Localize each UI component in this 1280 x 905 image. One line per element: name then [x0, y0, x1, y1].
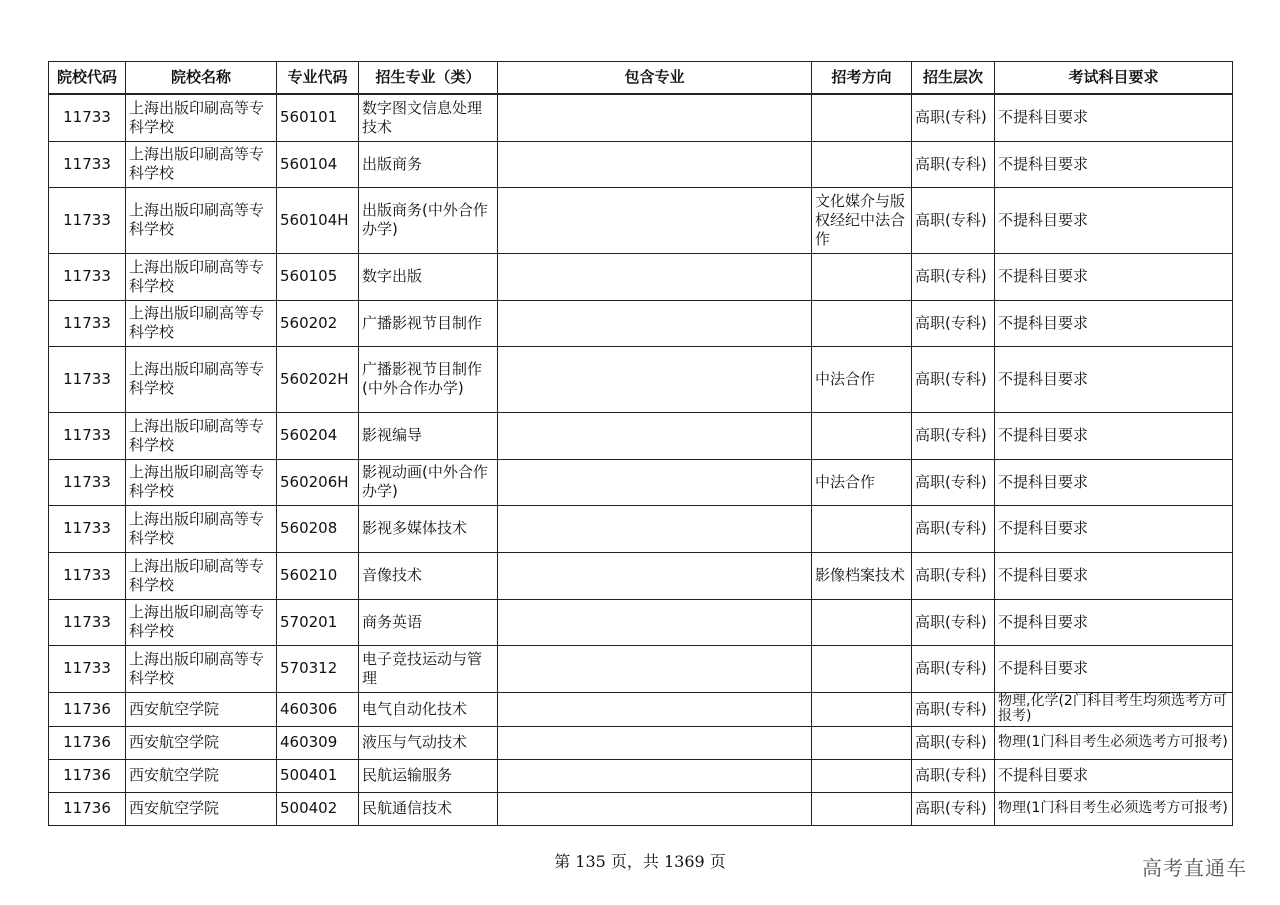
school-name-cell: 上海出版印刷高等专科学校 [126, 187, 277, 253]
direction-cell [812, 412, 912, 459]
school-code-cell: 11733 [49, 505, 126, 552]
school-name-cell: 西安航空学院 [126, 759, 277, 792]
requirement-cell: 不提科目要求 [995, 94, 1233, 141]
school-code-cell: 11733 [49, 412, 126, 459]
table-row [49, 759, 1233, 792]
direction-cell [812, 94, 912, 141]
includes-cell [498, 253, 812, 300]
direction-cell [812, 645, 912, 692]
table-row [49, 599, 1233, 645]
includes-cell [498, 300, 812, 346]
level-cell: 高职(专科) [912, 300, 995, 346]
major-cell: 出版商务(中外合作办学) [359, 187, 498, 253]
direction-cell [812, 141, 912, 187]
requirement-cell: 不提科目要求 [995, 759, 1233, 792]
header-includes: 包含专业 [498, 62, 812, 95]
direction-cell [812, 300, 912, 346]
school-code-cell: 11733 [49, 645, 126, 692]
major-code-cell: 560202H [277, 346, 359, 412]
major-code-cell: 560208 [277, 505, 359, 552]
level-cell: 高职(专科) [912, 692, 995, 726]
major-cell: 影视编导 [359, 412, 498, 459]
major-code-cell: 560206H [277, 459, 359, 505]
major-cell: 民航通信技术 [359, 792, 498, 825]
major-cell: 影视多媒体技术 [359, 505, 498, 552]
level-cell: 高职(专科) [912, 759, 995, 792]
includes-cell [498, 187, 812, 253]
school-code-cell: 11736 [49, 726, 126, 759]
level-cell: 高职(专科) [912, 505, 995, 552]
school-name-cell: 西安航空学院 [126, 726, 277, 759]
page-number: 第 135 页，共 1369 页 [554, 852, 726, 871]
includes-cell [498, 94, 812, 141]
school-code-cell: 11733 [49, 94, 126, 141]
table-row [49, 412, 1233, 459]
school-code-cell: 11733 [49, 141, 126, 187]
school-name-cell: 上海出版印刷高等专科学校 [126, 253, 277, 300]
school-name-cell: 上海出版印刷高等专科学校 [126, 94, 277, 141]
table-row [49, 645, 1233, 692]
includes-cell [498, 141, 812, 187]
table-row [49, 94, 1233, 141]
level-cell: 高职(专科) [912, 187, 995, 253]
direction-cell [812, 759, 912, 792]
school-code-cell: 11733 [49, 253, 126, 300]
direction-cell: 影像档案技术 [812, 552, 912, 599]
requirement-cell: 不提科目要求 [995, 346, 1233, 412]
includes-cell [498, 346, 812, 412]
school-name-cell: 上海出版印刷高等专科学校 [126, 505, 277, 552]
direction-cell: 中法合作 [812, 459, 912, 505]
level-cell: 高职(专科) [912, 459, 995, 505]
major-cell: 影视动画(中外合作办学) [359, 459, 498, 505]
header-requirement: 考试科目要求 [995, 62, 1233, 95]
school-code-cell: 11733 [49, 459, 126, 505]
school-code-cell: 11736 [49, 692, 126, 726]
table-row [49, 692, 1233, 726]
direction-cell: 文化媒介与版权经纪中法合作 [812, 187, 912, 253]
school-name-cell: 上海出版印刷高等专科学校 [126, 552, 277, 599]
includes-cell [498, 505, 812, 552]
school-name-cell: 上海出版印刷高等专科学校 [126, 599, 277, 645]
major-code-cell: 500402 [277, 792, 359, 825]
level-cell: 高职(专科) [912, 253, 995, 300]
requirement-cell: 物理(1门科目考生必须选考方可报考) [995, 726, 1233, 759]
table-row [49, 792, 1233, 825]
major-cell: 民航运输服务 [359, 759, 498, 792]
direction-cell: 中法合作 [812, 346, 912, 412]
table-row [49, 552, 1233, 599]
requirement-cell: 不提科目要求 [995, 599, 1233, 645]
school-name-cell: 西安航空学院 [126, 692, 277, 726]
major-code-cell: 570201 [277, 599, 359, 645]
major-code-cell: 560101 [277, 94, 359, 141]
direction-cell [812, 792, 912, 825]
major-code-cell: 560105 [277, 253, 359, 300]
major-cell: 音像技术 [359, 552, 498, 599]
requirement-cell: 不提科目要求 [995, 141, 1233, 187]
school-code-cell: 11733 [49, 300, 126, 346]
header-school-name: 院校名称 [126, 62, 277, 95]
school-code-cell: 11736 [49, 792, 126, 825]
direction-cell [812, 253, 912, 300]
header-level: 招生层次 [912, 62, 995, 95]
table-row [49, 141, 1233, 187]
includes-cell [498, 552, 812, 599]
table-row [49, 253, 1233, 300]
major-code-cell: 500401 [277, 759, 359, 792]
table-header-row [49, 62, 1233, 95]
header-major-code: 专业代码 [277, 62, 359, 95]
major-code-cell: 560104 [277, 141, 359, 187]
major-code-cell: 560210 [277, 552, 359, 599]
major-code-cell: 560204 [277, 412, 359, 459]
school-name-cell: 上海出版印刷高等专科学校 [126, 412, 277, 459]
table-row [49, 346, 1233, 412]
major-cell: 电气自动化技术 [359, 692, 498, 726]
admissions-table [48, 61, 1233, 826]
level-cell: 高职(专科) [912, 726, 995, 759]
level-cell: 高职(专科) [912, 599, 995, 645]
requirement-cell: 不提科目要求 [995, 187, 1233, 253]
header-direction: 招考方向 [812, 62, 912, 95]
table-row [49, 459, 1233, 505]
table-row [49, 505, 1233, 552]
requirement-cell: 不提科目要求 [995, 505, 1233, 552]
school-name-cell: 上海出版印刷高等专科学校 [126, 645, 277, 692]
major-code-cell: 570312 [277, 645, 359, 692]
level-cell: 高职(专科) [912, 792, 995, 825]
direction-cell [812, 726, 912, 759]
level-cell: 高职(专科) [912, 94, 995, 141]
major-cell: 广播影视节目制作 [359, 300, 498, 346]
requirement-cell: 不提科目要求 [995, 300, 1233, 346]
school-code-cell: 11733 [49, 552, 126, 599]
direction-cell [812, 692, 912, 726]
major-cell: 数字图文信息处理技术 [359, 94, 498, 141]
requirement-cell: 不提科目要求 [995, 253, 1233, 300]
requirement-cell: 不提科目要求 [995, 412, 1233, 459]
table-row [49, 726, 1233, 759]
level-cell: 高职(专科) [912, 412, 995, 459]
requirement-cell: 不提科目要求 [995, 645, 1233, 692]
major-cell: 液压与气动技术 [359, 726, 498, 759]
includes-cell [498, 726, 812, 759]
major-cell: 电子竞技运动与管理 [359, 645, 498, 692]
table-row [49, 300, 1233, 346]
major-cell: 商务英语 [359, 599, 498, 645]
school-name-cell: 上海出版印刷高等专科学校 [126, 459, 277, 505]
requirement-cell: 不提科目要求 [995, 459, 1233, 505]
major-cell: 广播影视节目制作(中外合作办学) [359, 346, 498, 412]
watermark-logo: 高考直通车 [1142, 856, 1247, 880]
requirement-cell: 物理(1门科目考生必须选考方可报考) [995, 792, 1233, 825]
major-code-cell: 560202 [277, 300, 359, 346]
includes-cell [498, 412, 812, 459]
school-name-cell: 西安航空学院 [126, 792, 277, 825]
level-cell: 高职(专科) [912, 346, 995, 412]
school-code-cell: 11733 [49, 599, 126, 645]
direction-cell [812, 599, 912, 645]
level-cell: 高职(专科) [912, 645, 995, 692]
requirement-cell: 不提科目要求 [995, 552, 1233, 599]
includes-cell [498, 759, 812, 792]
header-school-code: 院校代码 [49, 62, 126, 95]
includes-cell [498, 792, 812, 825]
includes-cell [498, 459, 812, 505]
table-row [49, 187, 1233, 253]
includes-cell [498, 692, 812, 726]
major-cell: 出版商务 [359, 141, 498, 187]
major-code-cell: 460309 [277, 726, 359, 759]
major-cell: 数字出版 [359, 253, 498, 300]
level-cell: 高职(专科) [912, 141, 995, 187]
school-name-cell: 上海出版印刷高等专科学校 [126, 141, 277, 187]
major-code-cell: 560104H [277, 187, 359, 253]
direction-cell [812, 505, 912, 552]
includes-cell [498, 645, 812, 692]
school-code-cell: 11733 [49, 346, 126, 412]
requirement-cell: 物理,化学(2门科目考生均须选考方可报考) [995, 692, 1233, 726]
school-code-cell: 11736 [49, 759, 126, 792]
includes-cell [498, 599, 812, 645]
major-code-cell: 460306 [277, 692, 359, 726]
level-cell: 高职(专科) [912, 552, 995, 599]
school-name-cell: 上海出版印刷高等专科学校 [126, 346, 277, 412]
school-code-cell: 11733 [49, 187, 126, 253]
school-name-cell: 上海出版印刷高等专科学校 [126, 300, 277, 346]
header-major: 招生专业（类） [359, 62, 498, 95]
